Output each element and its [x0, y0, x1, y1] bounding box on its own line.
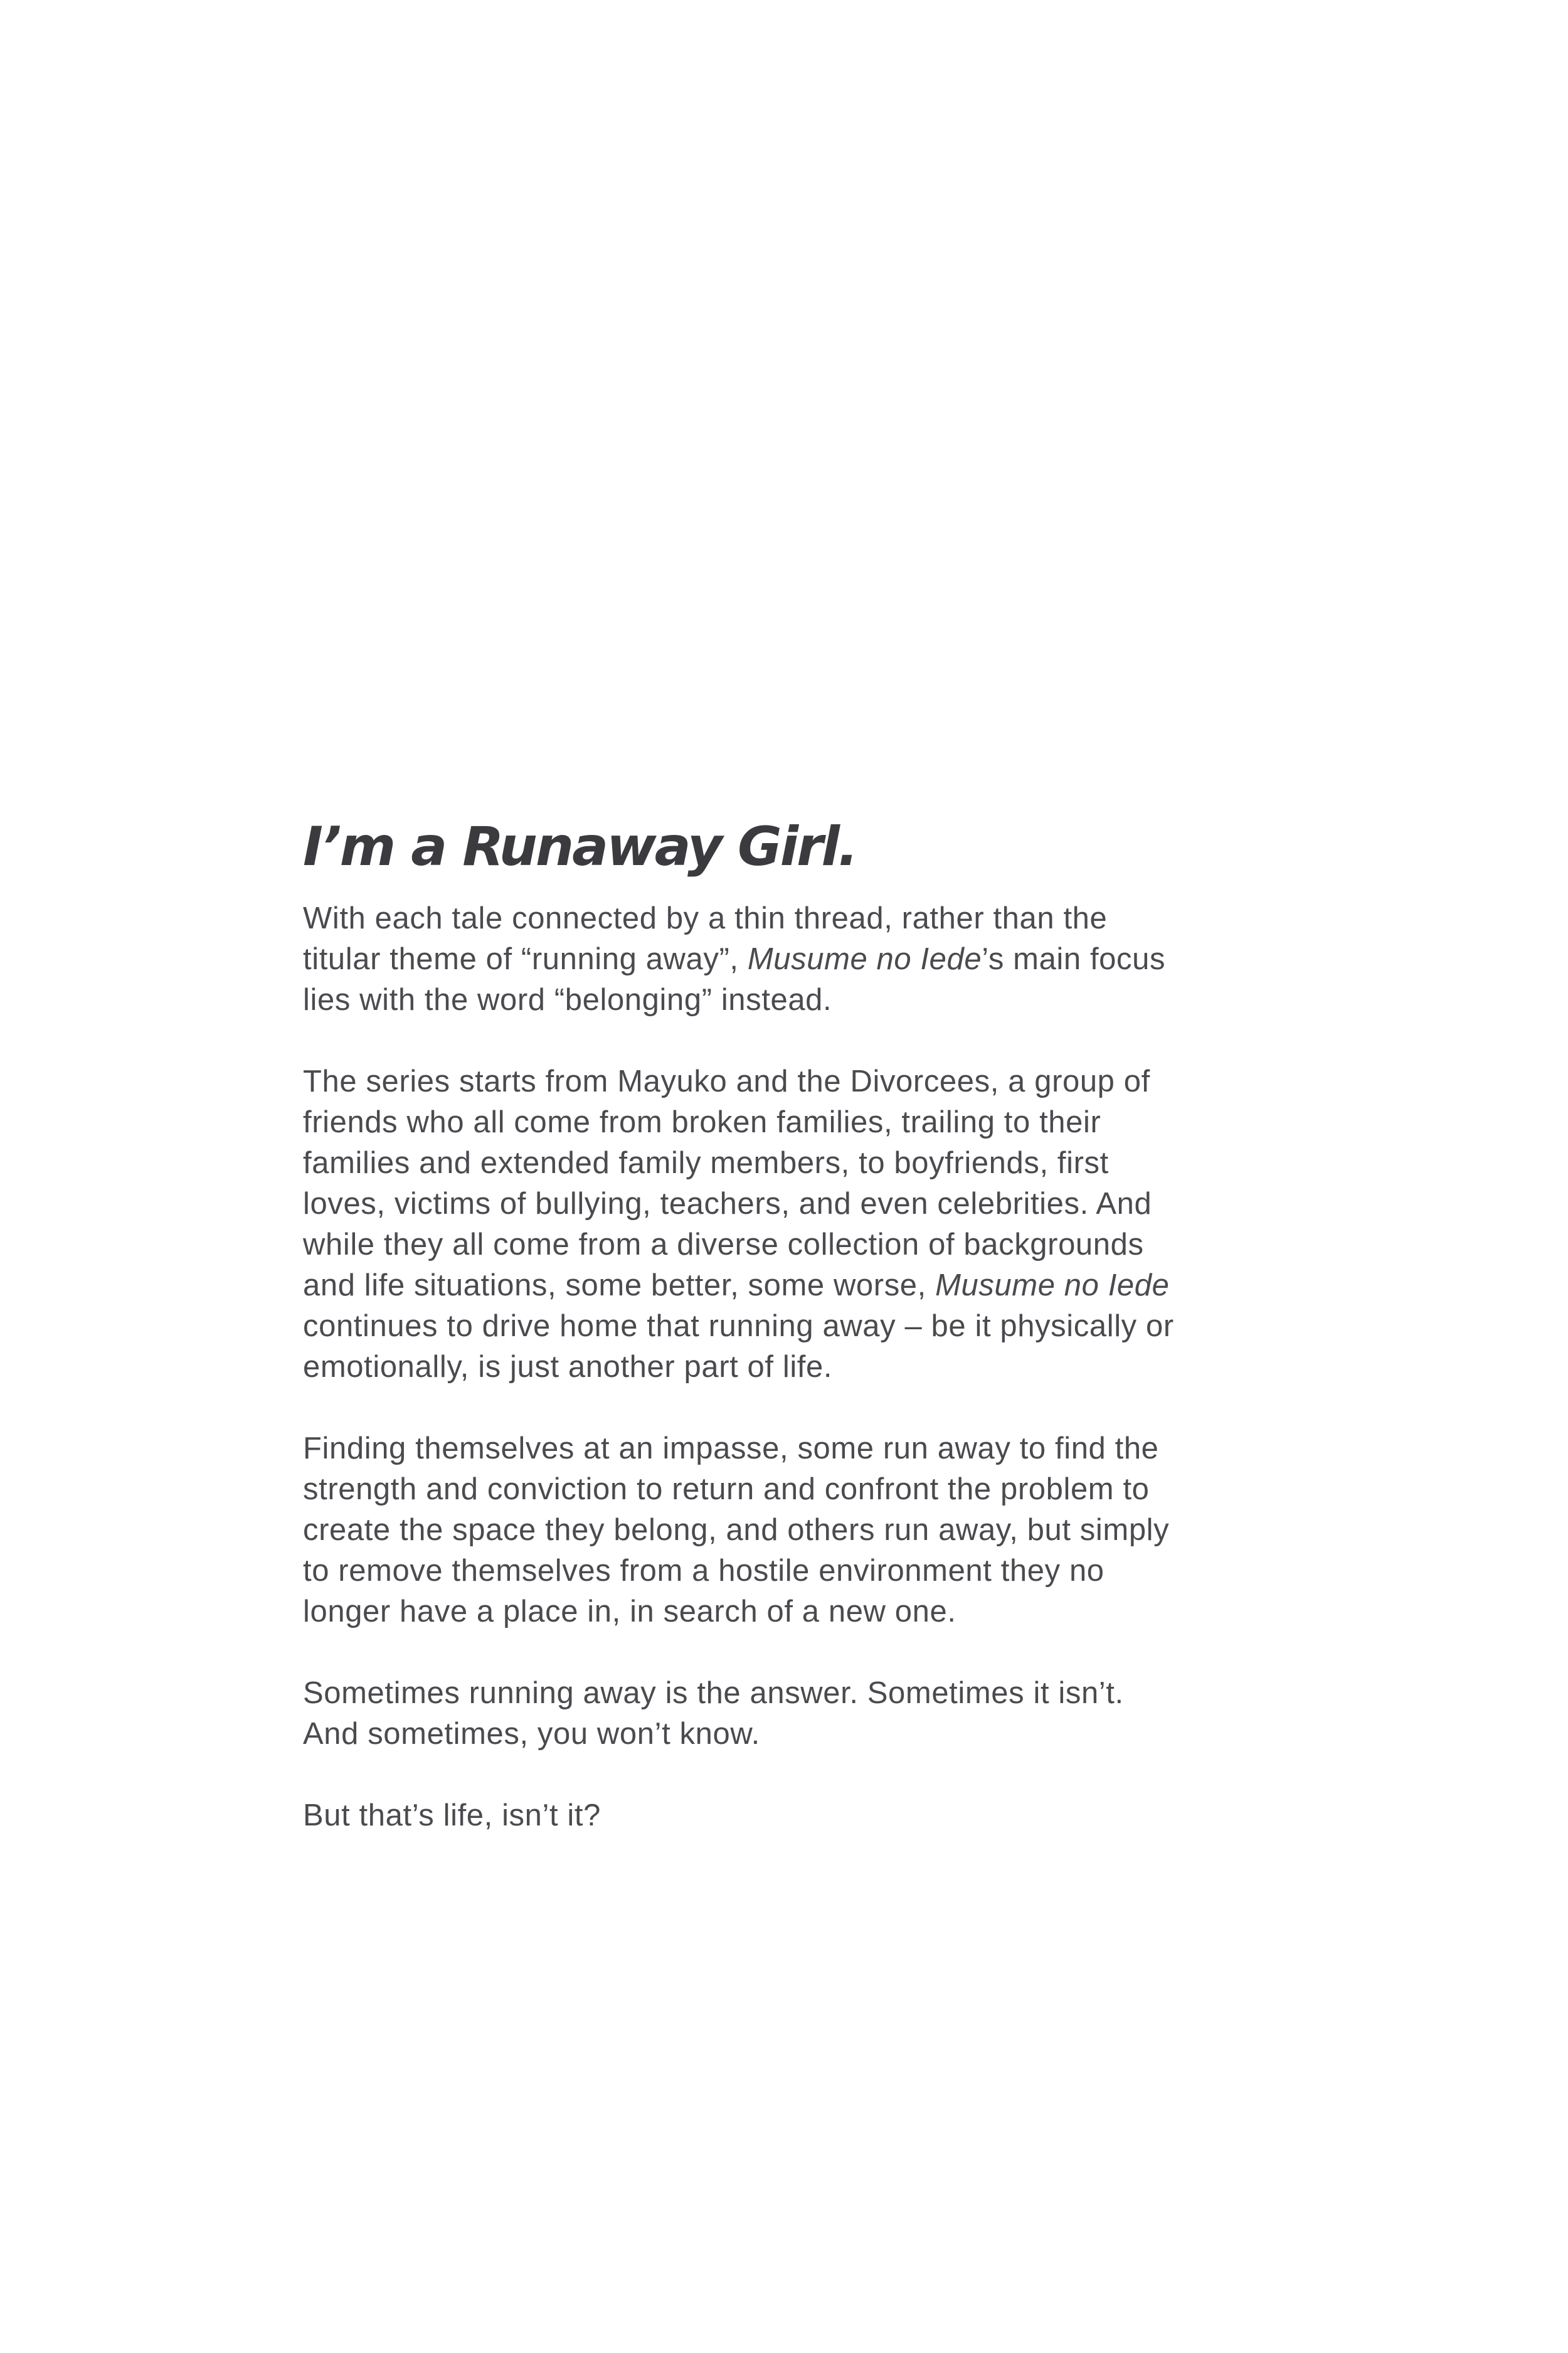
paragraph-3-line-2: strength and conviction to return and confront the problem to [303, 1472, 1150, 1506]
paragraph-2-line-6 [303, 1265, 1306, 1306]
paragraph-2-line-7: continues to drive home that running away – be it physically or [303, 1309, 1174, 1343]
paragraph-1-line-1: With each tale connected by a thin thread, rather than the [303, 901, 1108, 935]
paragraph-3-line-1: Finding themselves at an impasse, some run away to find the [303, 1431, 1159, 1465]
paragraph-2 [303, 1061, 1306, 1388]
paragraph-1-line-2 [303, 939, 1306, 980]
paragraph-4 [303, 1673, 1306, 1755]
paragraph-1-line-2-text: titular theme of “running away”, [303, 942, 748, 976]
paragraph-1-line-2-suffix: ’s main focus [982, 942, 1166, 976]
paragraph-2-line-5: while they all come from a diverse collection of backgrounds [303, 1228, 1144, 1261]
paragraph-5-line-1: But that’s life, isn’t it? [303, 1798, 601, 1832]
paragraph-2-line-8: emotionally, is just another part of life. [303, 1350, 833, 1384]
paragraph-4-line-2: And sometimes, you won’t know. [303, 1717, 760, 1751]
paragraph-2-line-6-text: and life situations, some better, some worse, [303, 1268, 936, 1302]
paragraph-3-line-5: longer have a place in, in search of a new one. [303, 1595, 956, 1628]
paragraph-2-line-3: families and extended family members, to boyfriends, first [303, 1146, 1109, 1180]
series-title-italic-2: Musume no Iede [935, 1268, 1170, 1302]
paragraph-2-line-2: friends who all come from broken families, trailing to their [303, 1105, 1101, 1139]
paragraph-2-line-1: The series starts from Mayuko and the Divorcees, a group of [303, 1065, 1150, 1098]
paragraph-3-line-4: to remove themselves from a hostile environment they no [303, 1554, 1104, 1588]
article [303, 809, 1306, 1836]
series-title-italic: Musume no Iede [747, 942, 982, 976]
article-title: I’m a Runaway Girl. [303, 815, 857, 878]
paragraph-3-line-3: create the space they belong, and others run away, but simply [303, 1513, 1170, 1547]
paragraph-2-line-4: loves, victims of bullying, teachers, and even celebrities. And [303, 1187, 1152, 1221]
paragraph-5 [303, 1795, 1306, 1836]
paragraph-4-line-1: Sometimes running away is the answer. Sometimes it isn’t. [303, 1676, 1124, 1710]
paragraph-3 [303, 1428, 1306, 1632]
paragraph-1 [303, 898, 1306, 1021]
paragraph-1-line-3: lies with the word “belonging” instead. [303, 983, 832, 1017]
